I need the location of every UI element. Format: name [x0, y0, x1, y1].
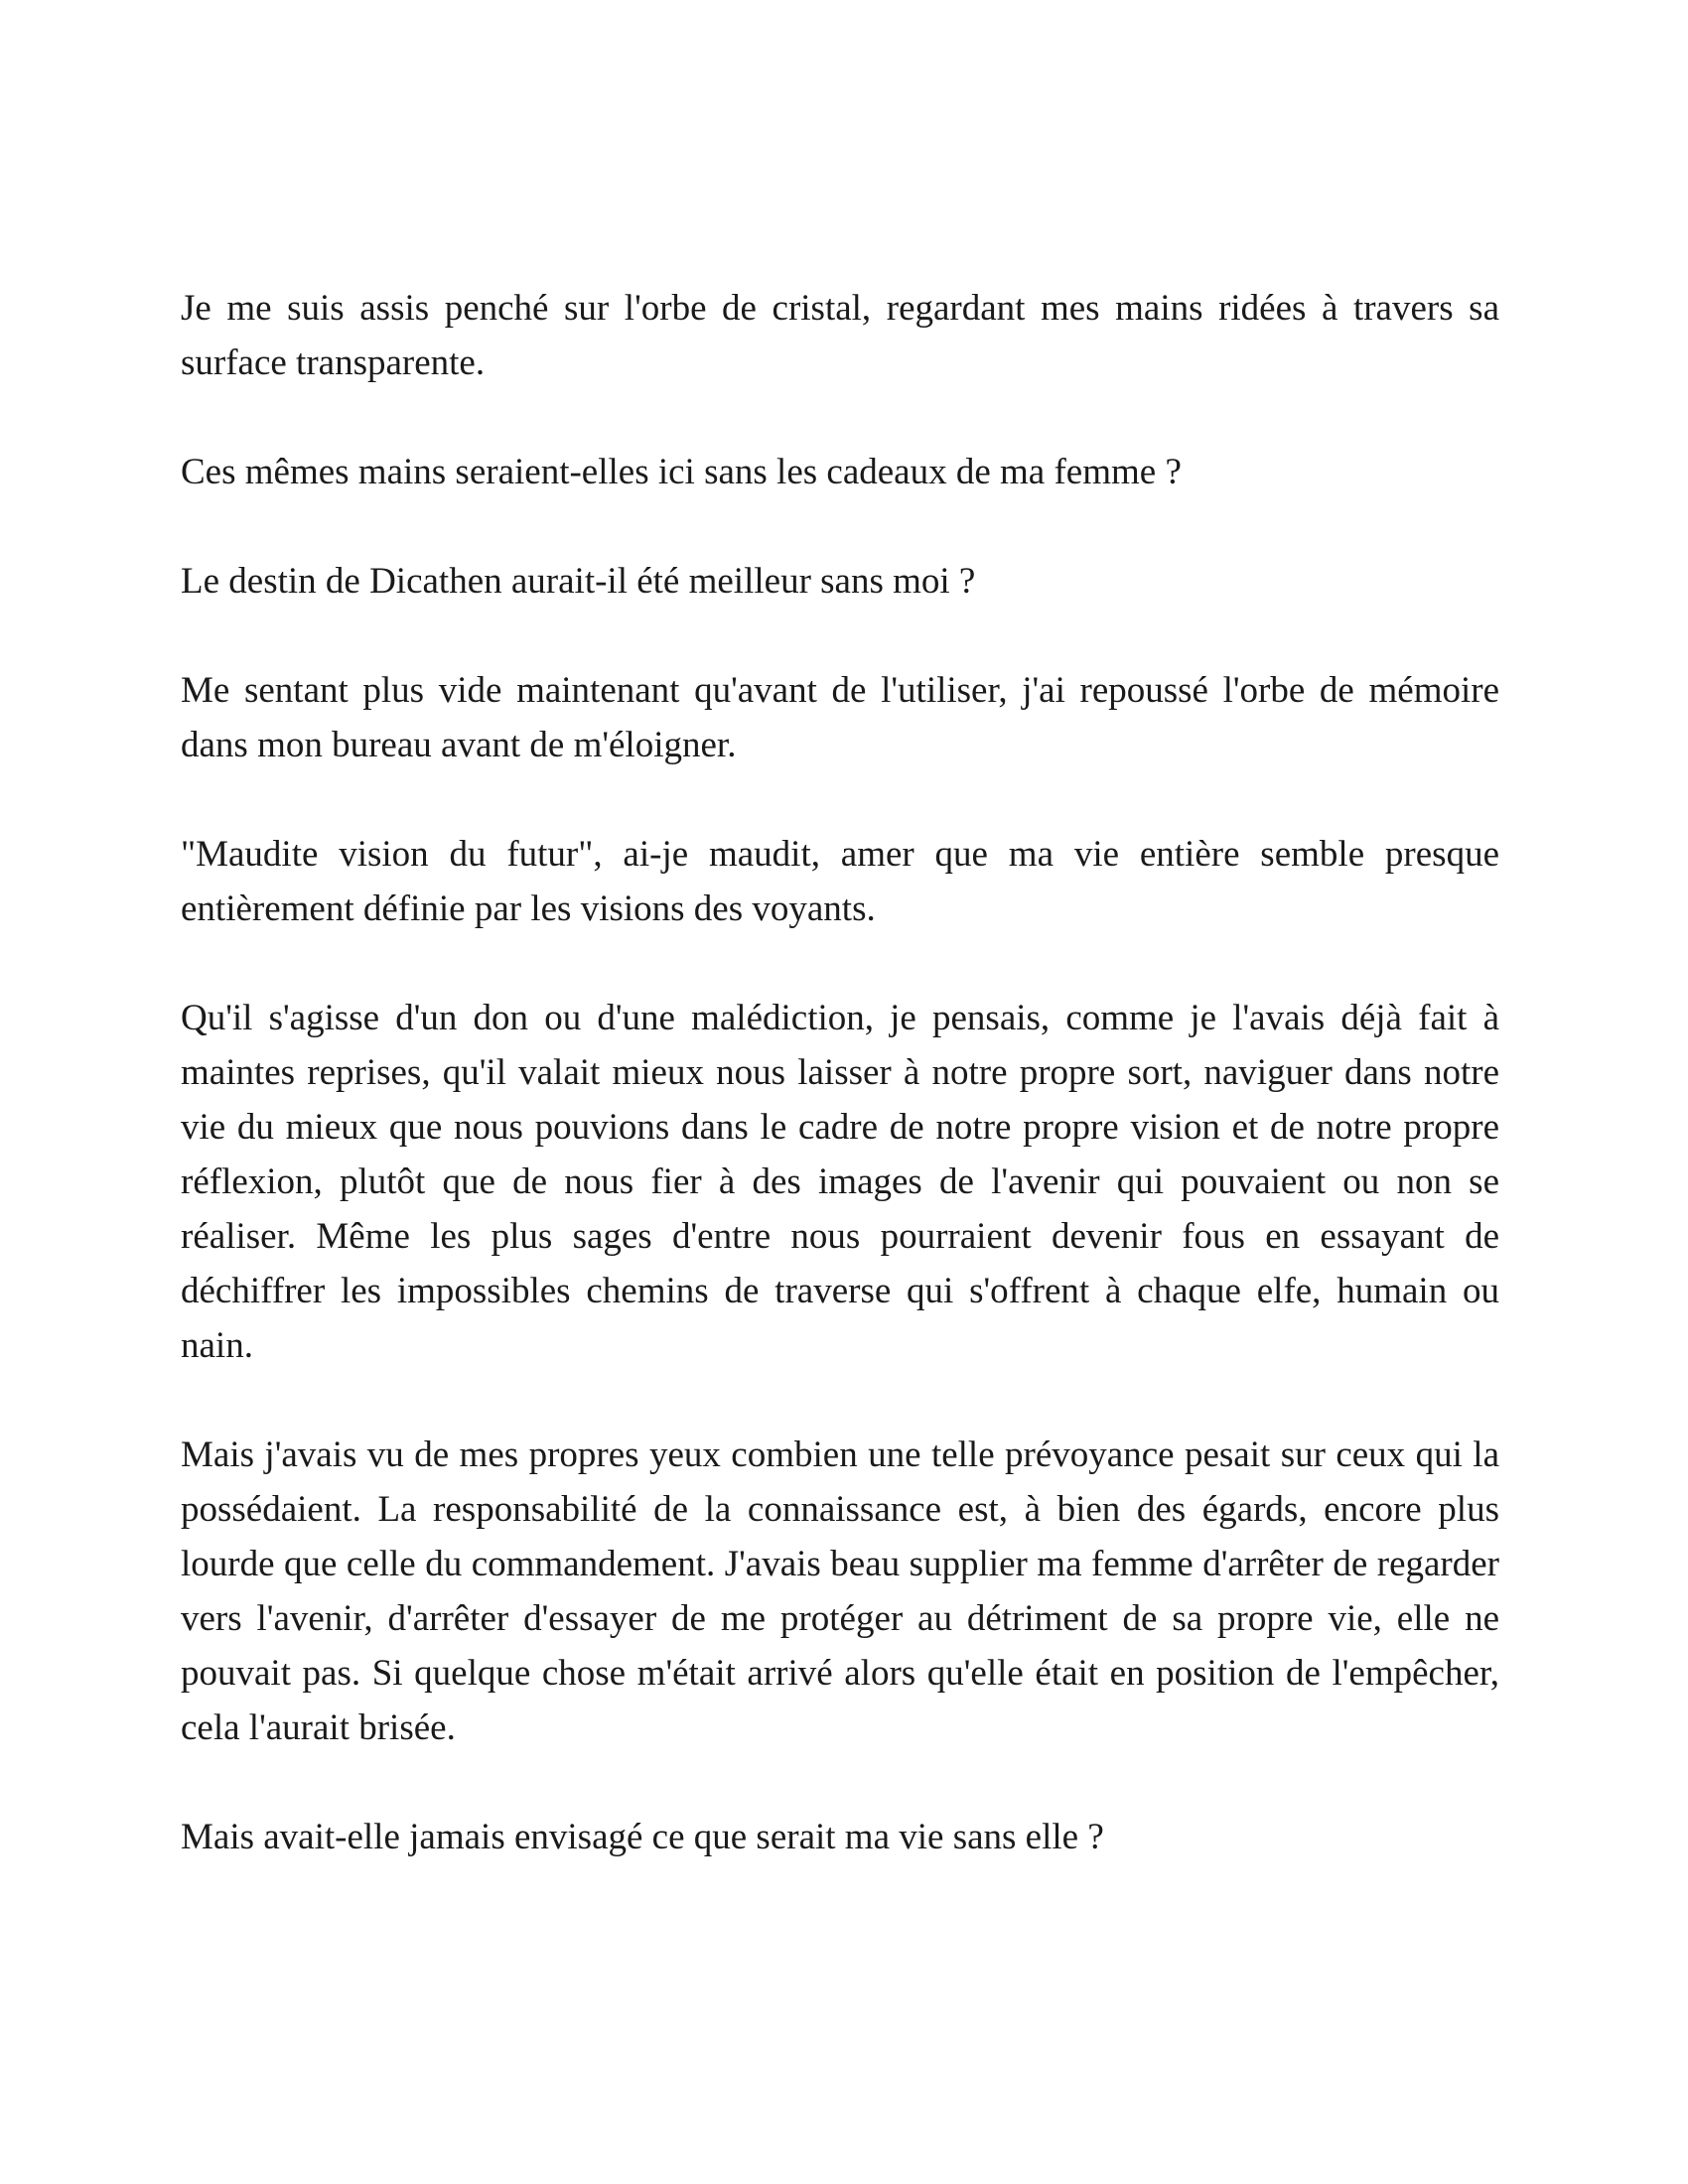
paragraph-crystal-orb: Je me suis assis penché sur l'orbe de cristal, regardant mes mains ridées à travers sa surface transparente. [181, 288, 1499, 383]
paragraph-same-hands: Ces mêmes mains seraient-elles ici sans les cadeaux de ma femme ? [181, 452, 1182, 492]
paragraph-life-without-her: Mais avait-elle jamais envisagé ce que serait ma vie sans elle ? [181, 1817, 1104, 1857]
paragraph-foresight-burden: Mais j'avais vu de mes propres yeux combien une telle prévoyance pesait sur ceux qui la possédaient. La responsabilité de la connaissance est, à bien des égards, encore plus lourde que celle du commandement. J'avais beau supplier ma femme d'arrêter de regarder vers l'avenir, d'arrêter d'essayer de me protéger au détriment de sa propre vie, elle ne pouvait pas. Si quelque chose m'était arrivé alors qu'elle était en position de l'empêcher, cela l'aurait brisée. [181, 1434, 1499, 1748]
document-body [181, 281, 1499, 1919]
paragraph-dicathen-fate: Le destin de Dicathen aurait-il été meilleur sans moi ? [181, 561, 976, 602]
paragraph-memory-orb: Me sentant plus vide maintenant qu'avant de l'utiliser, j'ai repoussé l'orbe de mémoire dans mon bureau avant de m'éloigner. [181, 670, 1499, 765]
paragraph-cursed-vision: "Maudite vision du futur", ai-je maudit, amer que ma vie entière semble presque entièrement définie par les visions des voyants. [181, 834, 1499, 929]
paragraph-gift-or-curse: Qu'il s'agisse d'un don ou d'une malédiction, je pensais, comme je l'avais déjà fait à maintes reprises, qu'il valait mieux nous laisser à notre propre sort, naviguer dans notre vie du mieux que nous pouvions dans le cadre de notre propre vision et de notre propre réflexion, plutôt que de nous fier à des images de l'avenir qui pouvaient ou non se réaliser. Même les plus sages d'entre nous pourraient devenir fous en essayant de déchiffrer les impossibles chemins de traverse qui s'offrent à chaque elfe, humain ou nain. [181, 998, 1499, 1366]
